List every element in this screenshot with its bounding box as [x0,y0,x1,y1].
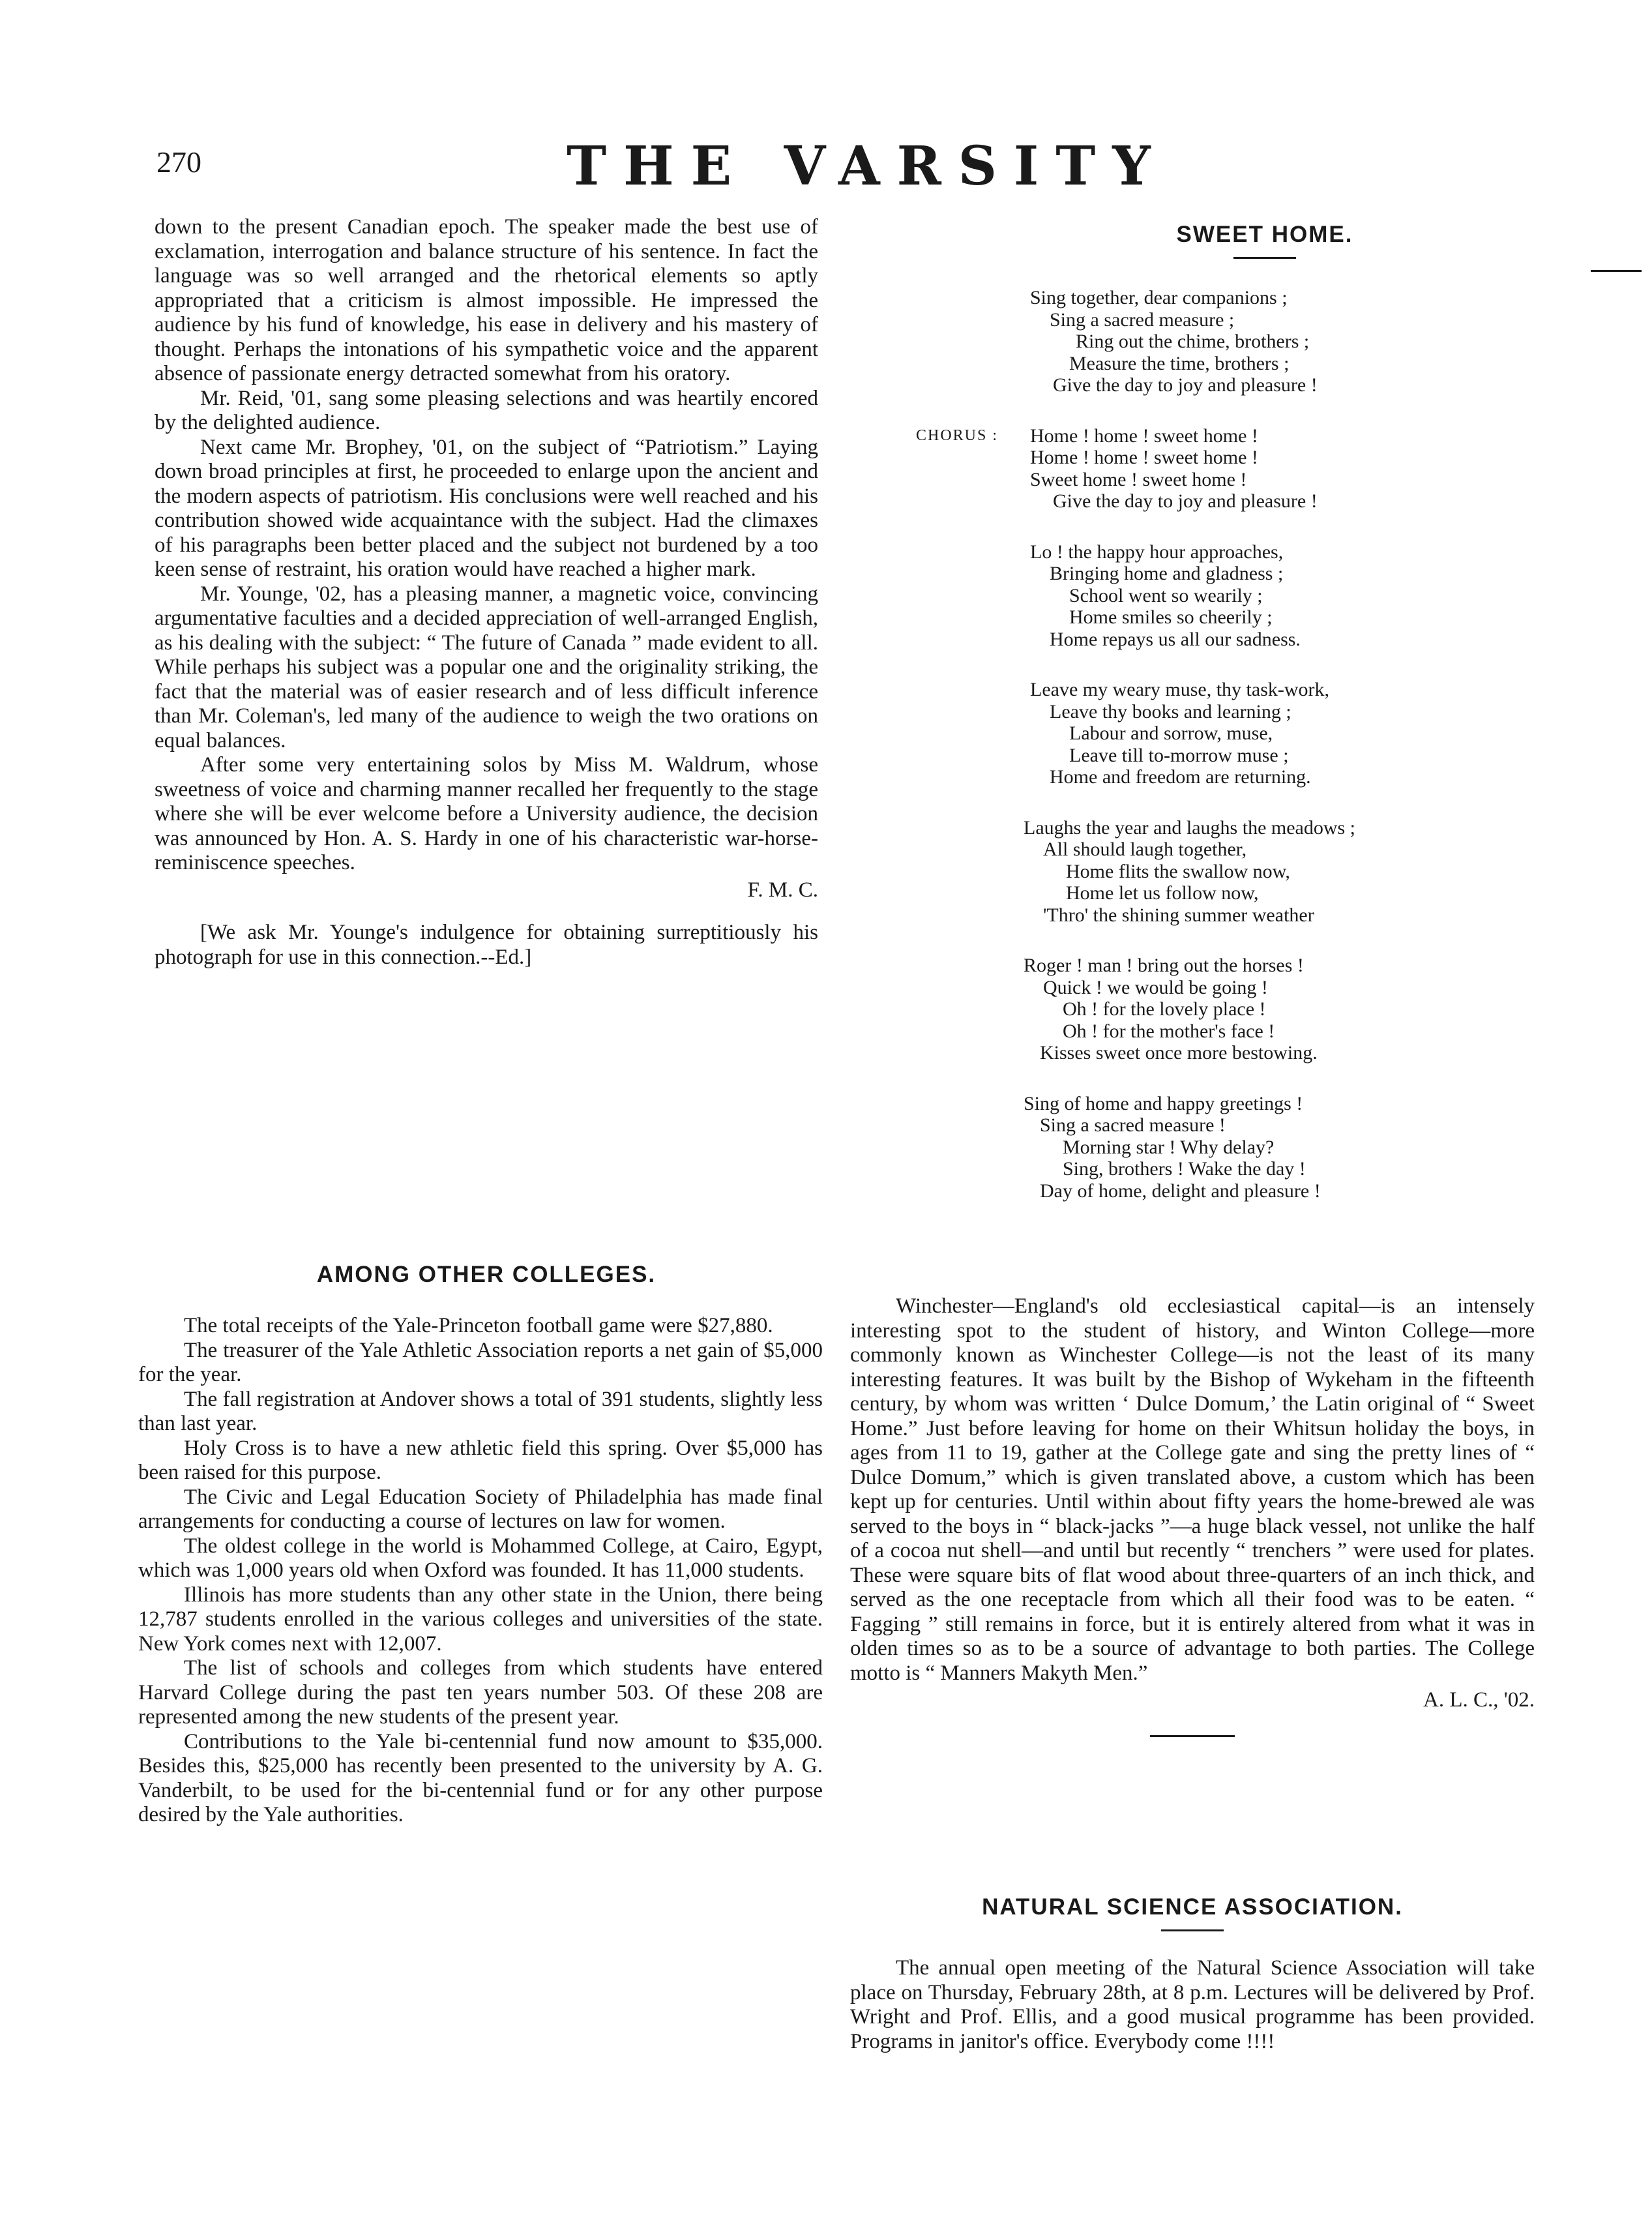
poem-line: Sing, brothers ! Wake the day ! [1063,1158,1306,1180]
poem-line: Measure the time, brothers ; [1069,352,1290,374]
poem-line: Sing together, dear companions ; [1030,287,1288,308]
science-paragraph: The annual open meeting of the Natural Science Association will take place on Thursday, February 28th, at 8 p.m. Lectures will be delivered by Prof. Wright and Prof. Ellis, and a good musical programme has been provided. Programs in janitor's office. Everybody come !!!! [850,1956,1535,2053]
poem-line: Sing a sacred measure ! [1040,1114,1226,1136]
colleges-header [155,1262,818,1288]
news-item: Holy Cross is to have a new athletic field this spring. Over $5,000 has been raised for this purpose. [138,1436,823,1484]
heading-rule [1233,257,1296,259]
poem-line: Oh ! for the mother's face ! [1063,1020,1275,1042]
margin-rule [1591,270,1642,272]
report-paragraph: Mr. Younge, '02, has a pleasing manner, a magnetic voice, convincing argumentative faculties and a decided appreciation of well-arranged English, as his dealing with the subject: “ The future of Canada ” made evident to all. While perhaps his subject was a popular one and the originality striking, the fact that the material was of easier research and of less difficult inference than Mr. Coleman's, led many of the audience to weigh the two orations on equal balances. [155,582,818,752]
poem-line: Home repays us all our sadness. [1050,628,1301,650]
poem-line: Leave till to-morrow muse ; [1069,744,1289,766]
editor-note: [We ask Mr. Younge's indulgence for obtaining surreptitiously his photograph for use in this connection.--Ed.] [155,921,818,969]
poem-line: Bringing home and gladness ; [1050,563,1284,584]
poem-line: Day of home, delight and pleasure ! [1040,1180,1321,1202]
poem-line: 'Thro' the shining summer weather [1043,904,1314,926]
poem-heading: SWEET HOME. [1176,222,1353,247]
poem-line: Leave my weary muse, thy task-work, [1030,679,1330,700]
report-paragraph: After some very entertaining solos by Miss M. Waldrum, whose sweetness of voice and charming manner recalled her frequently to the stage where she will be ever welcome before a University audience, the decision was announced by Hon. A. S. Hardy in one of his characteristic war-horse-reminiscence speeches. [155,753,818,874]
poem-line: Kisses sweet once more bestowing. [1040,1042,1318,1064]
poem-line: Ring out the chime, brothers ; [1076,331,1310,352]
poem-line: School went so wearily ; [1069,584,1263,606]
news-item: Illinois has more students than any other state in the Union, there being 12,787 students enrolled in the various colleges and universities of the state. New York comes next with 12,007. [138,1583,823,1656]
news-item: The list of schools and colleges from which students have entered Harvard College during the past ten years number 503. Of these 208 are represented among the new students of the present year. [138,1656,823,1729]
poem-header [1017,222,1512,259]
news-item: The fall registration at Andover shows a total of 391 students, slightly less than last year. [138,1387,823,1435]
chorus-label: CHORUS : [916,427,999,444]
page-number: 270 [156,145,201,179]
poem-line: Lo ! the happy hour approaches, [1030,541,1284,563]
poem-line: All should laugh together, [1043,839,1247,860]
poem [1024,287,1532,1230]
poem-line: Home let us follow now, [1066,882,1259,904]
poem-line: Leave thy books and learning ; [1050,700,1291,722]
colleges-heading: AMONG OTHER COLLEGES. [316,1262,656,1287]
section-rule [1150,1735,1235,1737]
poem-stanza [1024,955,1532,1064]
poem-line: Give the day to joy and pleasure ! [1053,490,1318,512]
poem-line: Sweet home ! sweet home ! [1030,468,1247,490]
heading-rule [1161,1929,1224,1931]
report-paragraph: Next came Mr. Brophey, '01, on the subject of “Patriotism.” Laying down broad principles at first, he proceeded to enlarge upon the ancient and the modern aspects of patriotism. His conclusions were well reached and his contribution showed wide acquaintance with the subject. Had the climaxes of his paragraphs been better placed and the subject not burdened by a too keen sense of restraint, his oration would have reached a higher mark. [155,435,818,581]
winchester-article [850,1294,1535,1737]
poem-line: Home flits the swallow now, [1066,860,1290,882]
science-article [850,1956,1535,2054]
science-header [850,1894,1535,1931]
poem-line: Morning star ! Why delay? [1063,1136,1275,1158]
news-item: Contributions to the Yale bi-centennial fund now amount to $35,000. Besides this, $25,000 has recently been presented to the university by A. G. Vanderbilt, to be used for the bi-centennial fund or for any other purpose desired by the Yale authorities. [138,1729,823,1826]
poem-stanza [1024,1093,1532,1202]
science-heading: NATURAL SCIENCE ASSOCIATION. [982,1894,1403,1920]
news-item: The Civic and Legal Education Society of Philadelphia has made final arrangements for conducting a course of lectures on law for women. [138,1485,823,1533]
news-item: The treasurer of the Yale Athletic Association reports a net gain of $5,000 for the year. [138,1338,823,1386]
poem-line: Sing a sacred measure ; [1050,308,1235,331]
poem-line: Home ! home ! sweet home ! [1030,447,1258,468]
poem-stanza [1024,541,1532,651]
poem-stanza [1024,287,1532,396]
poem-stanza [1024,817,1532,927]
winchester-paragraph: Winchester—England's old ecclesiastical capital—is an intensely interesting spot to the student of history, and Winton College—more commonly known as Winchester College—is not the least of its many interesting features. It was built by the Bishop of Wykeham in the fifteenth century, by whom was written ‘ Dulce Domum,’ the Latin original of “ Sweet Home.” Just before leaving for home on their Whitsun holiday the boys, in ages from 11 to 19, gather at the College gate and sing the pretty lines of “ Dulce Domum,” which is given translated above, a custom which has been kept up for centuries. Until within about fifty years the home-brewed ale was served to the boys in “ black-jacks ”—a huge black vessel, not unlike the half of a cocoa nut shell—and until but recently “ trenchers ” were used for plates. These were square bits of flat wood about three-quarters of an inch thick, and served as the one receptacle from which all their food was to be eaten. “ Fagging ” still remains in force, but it is entirely altered from what it was in olden times so as to be a source of advantage to both parties. The College motto is “ Manners Makyth Men.” [850,1294,1535,1685]
oration-report [155,215,818,970]
news-item: The total receipts of the Yale-Princeton football game were $27,880. [184,1314,773,1337]
poem-line: Labour and sorrow, muse, [1069,722,1273,744]
poem-line: Home smiles so cheerily ; [1069,606,1273,628]
poem-line: Oh ! for the lovely place ! [1063,998,1266,1020]
poem-line: Give the day to joy and pleasure ! [1053,374,1318,396]
poem-stanza [1024,679,1532,788]
poem-line: Home ! home ! sweet home ! [1030,424,1258,447]
colleges-section [138,1314,823,1828]
poem-line: Home and freedom are returning. [1050,766,1311,788]
report-paragraph: down to the present Canadian epoch. The speaker made the best use of exclamation, interrogation and balance structure of his sentence. In fact the language was so well arranged and the rhetorical elements so aptly appropriated that a criticism is almost impossible. He impressed the audience by his fund of knowledge, his ease in delivery and his mastery of thought. Perhaps the intonations of his sympathetic voice and the apparent absence of passionate energy detracted somewhat from his oratory. [155,215,818,385]
poem-line: Quick ! we would be going ! [1043,976,1268,998]
masthead: THE VARSITY [567,135,1168,198]
news-item: The oldest college in the world is Mohammed College, at Cairo, Egypt, which was 1,000 years old when Oxford was founded. It has 11,000 students. [138,1534,823,1582]
report-signature: F. M. C. [747,878,818,902]
poem-stanza [1024,425,1532,513]
report-paragraph: Mr. Reid, '01, sang some pleasing selections and was heartily encored by the delighted audience. [155,386,818,434]
poem-line: Roger ! man ! bring out the horses ! [1024,955,1304,976]
poem-line: Sing of home and happy greetings ! [1024,1092,1303,1114]
poem-line: Laughs the year and laughs the meadows ; [1024,816,1356,839]
winchester-signature: A. L. C., '02. [1423,1688,1535,1712]
